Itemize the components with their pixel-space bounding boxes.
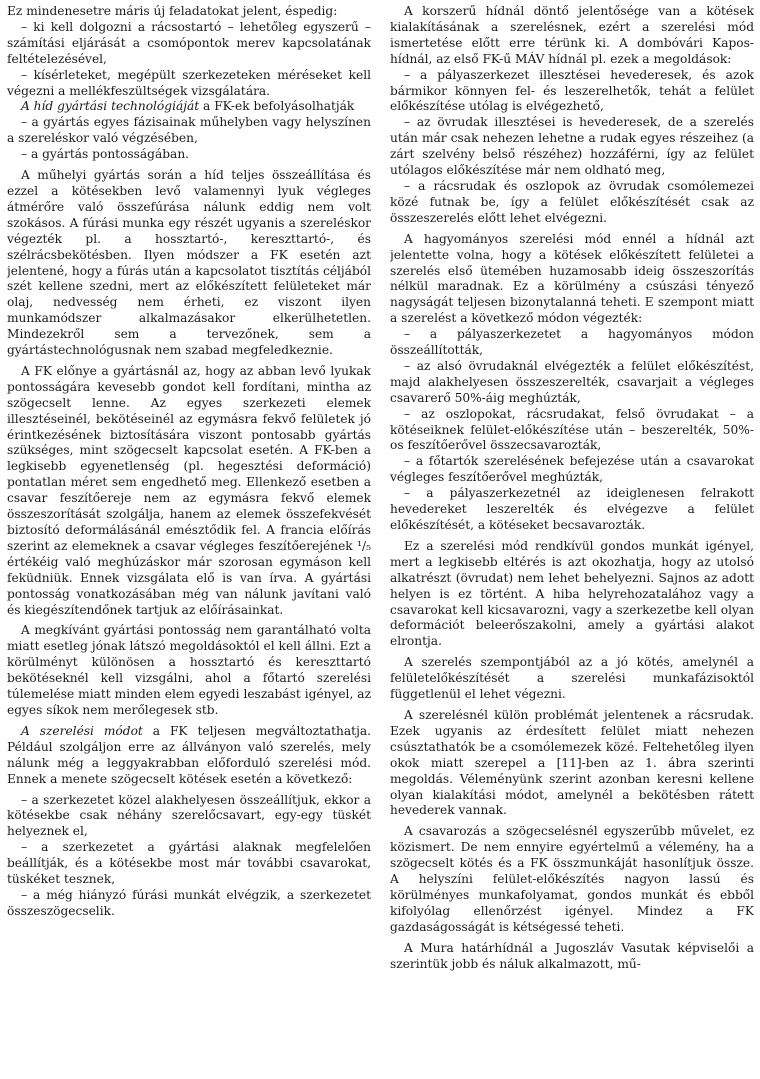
left-paragraph [7, 68, 371, 100]
paragraph-text: Ez mindenesetre máris új feladatokat jelent, éspedig: [7, 4, 338, 18]
right-paragraph [390, 708, 754, 819]
paragraph-text: – az alsó övrudaknál elvégezték a felület előkészítést, majd alakhelyesen összeszerelték, csavarjait a végleges csavarerő 50%-áig meghúzták, [390, 358, 754, 405]
left-paragraph [7, 147, 371, 163]
right-paragraph [390, 115, 754, 179]
left-paragraph [7, 364, 371, 619]
right-paragraph [390, 359, 754, 407]
right-paragraph [390, 179, 754, 227]
right-paragraph [390, 824, 754, 935]
paragraph-text: A szerelésnél külön problémát jelentenek a rácsrudak. Ezek ugyanis az érdesített felület miatt nehezen csúsztathatók be a csomólemezek közé. Feltehetőleg ilyen okok miatt szerepel a [11]-ben az 1. ábra szerinti megoldás. Véleményünk szerint azonban keresni kellene olyan kialakítási módot, amelynél a bekötésben rátett hevederek vannak. [390, 707, 754, 818]
paragraph-text: – az övrudak illesztései is hevederesek, de a szerelés után már csak nehezen lehetne a rudak egyes részeihez (a zárt szelvény belső részéhez) hozzáférni, így az felület utólagos előkészítése már nem oldható meg, [390, 115, 754, 178]
left-column [7, 4, 371, 1079]
paragraph-text: – a még hiányzó fúrási munkát elvégzik, a szerkezetet összeszögecselik. [7, 887, 371, 918]
right-paragraph [390, 4, 754, 68]
right-paragraph [390, 655, 754, 703]
right-paragraph [390, 454, 754, 486]
paragraph-text: – a gyártás pontosságában. [21, 147, 190, 162]
right-column [390, 4, 754, 1079]
paragraph-text: a FK teljesen megváltoztathatja. Például szolgáljon erre az állványon való szerelés, mely nálunk még a leggyakrabban előforduló szerelési mód. Ennek a menete szögecselt kötések esetén a következő: [7, 723, 371, 786]
left-paragraph [7, 840, 371, 888]
paragraph-text: A csavarozás a szögecselésnél egyszerűbb művelet, ez közismert. De nem ennyire egyértelmű a vélemény, ha a szögecselt kötés és a FK összmunkáját hasonlítjuk össze. A helyszíni felület-előkészítés nagyon lassú és körülményes munkafolyamat, gondos munkát és ebből kifolyólag ellenőrzést igényel. Mindez a FK gazdaságosságát is kétségessé teheti. [390, 824, 754, 934]
left-paragraph [7, 623, 371, 718]
left-paragraph [7, 724, 371, 788]
left-paragraph [7, 793, 371, 841]
paragraph-text: a FK-ek befolyásolhatják [199, 99, 355, 114]
paragraph-text: – ki kell dolgozni a rácsostartó – lehetőleg egyszerű – számítási eljárását a csomópontok merev kapcsolatának feltételezésével, [7, 19, 371, 66]
left-paragraph [7, 888, 371, 920]
paragraph-text: – a szerkezetet a gyártási alaknak megfelelően beállítják, és a kötésekbe most már további csavarokat, tüskéket tesznek, [7, 840, 371, 887]
right-paragraph [390, 486, 754, 534]
paragraph-text: A Mura határhídnál a Jugoszláv Vasutak képviselői a szerintük jobb és náluk alkalmazott, mű- [390, 940, 754, 971]
left-paragraph [7, 20, 371, 68]
right-paragraph [390, 327, 754, 359]
left-paragraph [7, 4, 371, 20]
paragraph-text: A szerelés szempontjából az a jó kötés, amelynél a felületelőkészítését a szerelési munkafázisoktól függetlenül el lehet végezni. [390, 655, 754, 702]
paragraph-text: – kísérleteket, megépült szerkezeteken méréseket kell végezni a mellékfeszültségek vizsgálatára. [7, 67, 371, 98]
left-paragraph [7, 99, 371, 115]
paragraph-text: – a szerkezetet közel alakhelyesen összeállítjuk, ekkor a kötésekbe csak néhány szerelőcsavart, egy-egy tüskét helyeznek el, [7, 792, 371, 839]
paragraph-text: – a rácsrudak és oszlopok az övrudak csomólemezei közé futnak be, így a felület előkészítését csak az összeszerelés előtt lehet elvégezni. [390, 178, 754, 225]
paragraph-text: – az oszlopokat, rácsrudakat, felső övrudakat – a kötéseiknek felület-előkészítése után – beszerelték, 50%-os feszítőerővel összecsavarozták, [390, 406, 754, 453]
emphasis-text: A szerelési módot [21, 723, 143, 738]
paragraph-text: A FK előnye a gyártásnál az, hogy az abban levő lyukak pontosságára kevesebb gondot kell fordítani, mintha az szögecselt lenne. Az egyes szerkezeti elemek illesztéseinél, bekötéseinél az egymásra fekvő felületek jó érintkezésének biztosítására viszont pontosabb gyártás szükséges, mint szögecselt kapcsolat esetén. A FK-ben a legkisebb egyenetlenség (pl. hegesztési deformáció) pontatlan méret sem engedhető meg. Ellenkező esetben a csavar feszítőereje nem az egymásra fekvő elemek összeszorítását szolgálja, hanem az elemek összefekvését biztosító deformálásánál emésztődik fel. A francia előírás szerint az elemeknek a csavar végleges feszítőerejének ¹/₅ értékéig való meghúzáskor már szorosan egymáson kell feküdniük. Ennek vizsgálata elő is van írva. A gyártási pontosság vonatkozásában még van nálunk javítani való és kiegészítendőnek tartjuk az előírásainkat. [7, 363, 371, 617]
paragraph-text: A műhelyi gyártás során a híd teljes összeállítása és ezzel a kötésekben levő valamennyi lyuk végleges átmérőre való összefúrása nálunk eddig nem volt szokásos. A fúrási munka egy részét ugyanis a szereléskor végezték pl. a hossztartó-, kereszttartó-, és szélrácsbekötésben. Ilyen módszer a FK esetén azt jelentené, hogy a fúrás után a kapcsolatot tisztítás céljából szét kellene szedni, mert az előkészített felületeket már olaj, nedvesség nem érheti, ez viszont ilyen munkamódszer alkalmazásakor elkerülhetetlen. Mindezekről sem a tervezőnek, sem a gyártástechnológusnak nem szabad megfeledkeznie. [7, 168, 371, 358]
paragraph-text: A korszerű hídnál döntő jelentősége van a kötések kialakításának a szerelésnek, ezért a szerelési mód ismertetése előtt erre térünk ki. A dombóvári Kapos-hídnál, az első FK-ű MÁV hídnál pl. ezek a megoldások: [390, 4, 754, 66]
right-paragraph [390, 941, 754, 973]
right-paragraph [390, 232, 754, 327]
emphasis-text: A híd gyártási technológiáját [21, 99, 200, 114]
left-paragraph [7, 115, 371, 147]
paragraph-text: Ez a szerelési mód rendkívül gondos munkát igényel, mert a legkisebb eltérés is azt okozhatja, hogy az utolsó alkatrészt (övrudat) nem lehet behelyezni. Sajnos az adott helyen is ez történt. A hiba helyrehozatalához vagy a csavarokat kell kicsavarozni, vagy a szerkezetbe kell olyan deformációt beleerőszakolni, amely a gyártási alakot elrontja. [390, 538, 754, 649]
paragraph-text: A hagyományos szerelési mód ennél a hídnál azt jelentette volna, hogy a kötések előkészített felületei a szerelés első ütemében huzamosabb ideig összeszorítás nélkül maradnak. Ez a körülmény a csúszási tényező nagyságát teljesen bizonytalanná teheti. E szempont miatt a szerelést a következő módon végezték: [390, 231, 754, 326]
paragraph-text: – a pályaszerkezetnél az ideiglenesen felrakott hevedereket leszerelték és elvégezve a felület előkészítését, a kötéseket becsavarozták. [390, 486, 754, 532]
right-paragraph [390, 68, 754, 116]
left-paragraph [7, 168, 371, 359]
paragraph-text: – a gyártás egyes fázisainak műhelyben vagy helyszínen a szereléskor való végzésében, [7, 115, 371, 146]
right-paragraph [390, 407, 754, 455]
paragraph-text: – a pályaszerkezet illesztései hevederesek, és azok bármikor könnyen fel- és leszerelhetők, tehát a felület előkészítése utólag is elvégezhető, [390, 67, 754, 114]
paragraph-text: – a főtartók szerelésének befejezése után a csavarokat végleges feszítőerővel meghúzták, [390, 454, 754, 485]
right-paragraph [390, 539, 754, 650]
paragraph-text: – a pályaszerkezetet a hagyományos módon összeállították, [390, 327, 754, 358]
paragraph-text: A megkívánt gyártási pontosság nem garantálható volta miatt esetleg jónak látszó megoldásoktól el kell állni. Ezt a körülményt különösen a hossztartó és kereszttartó bekötéseknél kell vizsgálni, ahol a főtartó szerelési túlemelése miatt minden elem egyedi leszabást igényel, az egyes síkok nem merőlegesek stb. [7, 623, 371, 717]
